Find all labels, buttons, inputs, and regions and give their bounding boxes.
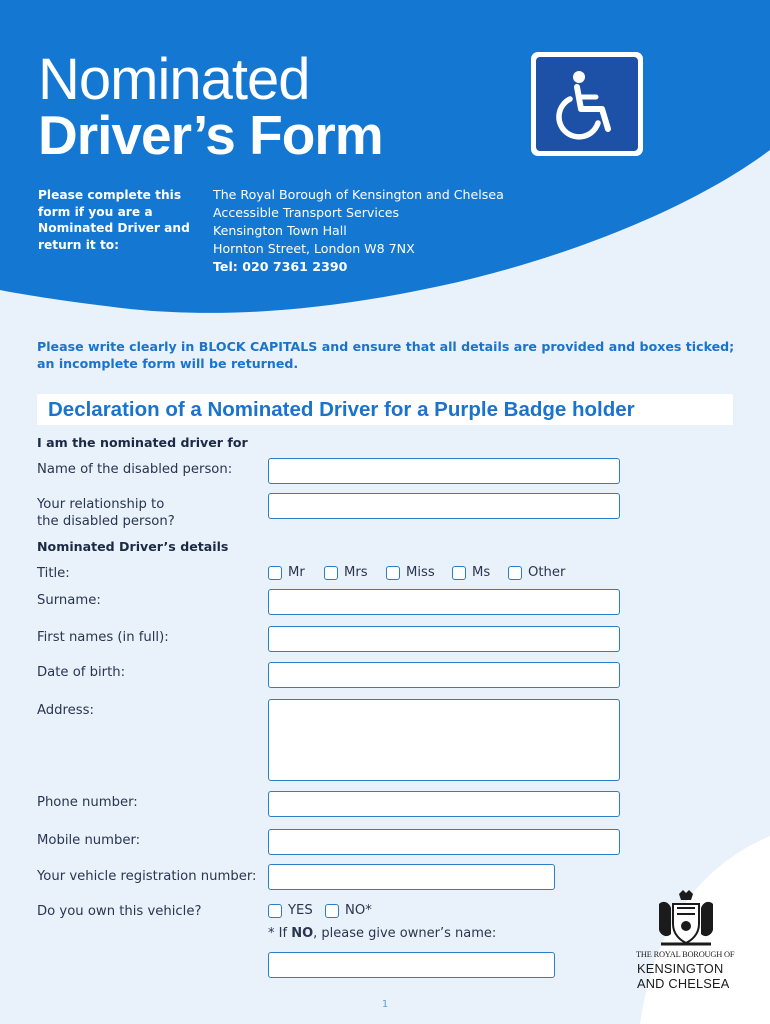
address-input[interactable] bbox=[268, 699, 620, 781]
intro-text: Please complete this form if you are a Nominated Driver and return it to: bbox=[38, 188, 190, 252]
note-prefix: * If bbox=[268, 926, 292, 941]
page-number: 1 bbox=[381, 999, 389, 1010]
address-label: Address: bbox=[37, 703, 94, 718]
title-option-miss[interactable] bbox=[386, 565, 435, 581]
instructions-text: Please write clearly in BLOCK CAPITALS and ensure that all details are provided and boxes ticked; an incomplete form will be returned. bbox=[37, 339, 735, 371]
page-title-line2: Driver’s Form bbox=[38, 104, 383, 166]
checkbox-label: YES bbox=[288, 903, 313, 918]
subheading-nominated-for: I am the nominated driver for bbox=[37, 435, 248, 450]
vehicle-reg-input[interactable] bbox=[268, 864, 555, 890]
checkbox[interactable] bbox=[325, 904, 339, 918]
address-line: Accessible Transport Services bbox=[213, 205, 400, 220]
disabled-name-input[interactable] bbox=[268, 458, 620, 484]
own-vehicle-yes[interactable] bbox=[268, 903, 313, 919]
surname-input[interactable] bbox=[268, 589, 620, 615]
first-names-label: First names (in full): bbox=[37, 630, 169, 645]
address-line: The Royal Borough of Kensington and Chelsea bbox=[213, 187, 504, 202]
first-names-input[interactable] bbox=[268, 626, 620, 652]
checkbox[interactable] bbox=[268, 566, 282, 580]
mobile-label: Mobile number: bbox=[37, 833, 141, 848]
note-suffix: , please give owner’s name: bbox=[313, 926, 497, 941]
logo-text bbox=[637, 961, 747, 991]
checkbox[interactable] bbox=[324, 566, 338, 580]
checkbox-label: Mr bbox=[288, 565, 305, 580]
page-title-line1: Nominated bbox=[38, 47, 310, 112]
disabled-name-label: Name of the disabled person: bbox=[37, 462, 233, 477]
checkbox[interactable] bbox=[508, 566, 522, 580]
title-option-mrs[interactable] bbox=[324, 565, 368, 581]
mobile-input[interactable] bbox=[268, 829, 620, 855]
address-line: Kensington Town Hall bbox=[213, 223, 347, 238]
own-vehicle-no[interactable] bbox=[325, 903, 372, 919]
title-option-mr[interactable] bbox=[268, 565, 305, 581]
logo-small-text: THE ROYAL BOROUGH OF bbox=[636, 950, 735, 959]
checkbox[interactable] bbox=[268, 904, 282, 918]
title-option-other[interactable] bbox=[508, 565, 565, 581]
logo-line2: AND CHELSEA bbox=[637, 976, 730, 991]
checkbox-label: NO* bbox=[345, 903, 372, 918]
owner-name-note bbox=[268, 926, 496, 941]
checkbox-label: Other bbox=[528, 565, 566, 580]
telephone-number: Tel: 020 7361 2390 bbox=[213, 259, 348, 274]
checkbox-label: Mrs bbox=[344, 565, 368, 580]
phone-label: Phone number: bbox=[37, 795, 138, 810]
own-vehicle-label: Do you own this vehicle? bbox=[37, 904, 202, 919]
surname-label: Surname: bbox=[37, 593, 101, 608]
return-address bbox=[213, 186, 533, 276]
checkbox[interactable] bbox=[386, 566, 400, 580]
address-line: Hornton Street, London W8 7NX bbox=[213, 241, 415, 256]
note-bold: NO bbox=[291, 926, 314, 941]
wheelchair-accessibility-icon bbox=[531, 52, 643, 156]
owner-name-input[interactable] bbox=[268, 952, 555, 978]
phone-input[interactable] bbox=[268, 791, 620, 817]
dob-label: Date of birth: bbox=[37, 665, 126, 680]
borough-crest-icon bbox=[655, 890, 717, 948]
checkbox-label: Ms bbox=[472, 565, 491, 580]
relationship-input[interactable] bbox=[268, 493, 620, 519]
title-option-ms[interactable] bbox=[452, 565, 490, 581]
relationship-label: Your relationship to the disabled person? bbox=[37, 497, 175, 529]
title-label: Title: bbox=[37, 566, 70, 581]
logo-line1: KENSINGTON bbox=[637, 961, 724, 976]
vehicle-reg-label: Your vehicle registration number: bbox=[37, 869, 257, 884]
section-title: Declaration of a Nominated Driver for a Purple Badge holder bbox=[48, 398, 635, 421]
checkbox[interactable] bbox=[452, 566, 466, 580]
subheading-driver-details: Nominated Driver’s details bbox=[37, 539, 229, 554]
checkbox-label: Miss bbox=[406, 565, 435, 580]
dob-input[interactable] bbox=[268, 662, 620, 688]
